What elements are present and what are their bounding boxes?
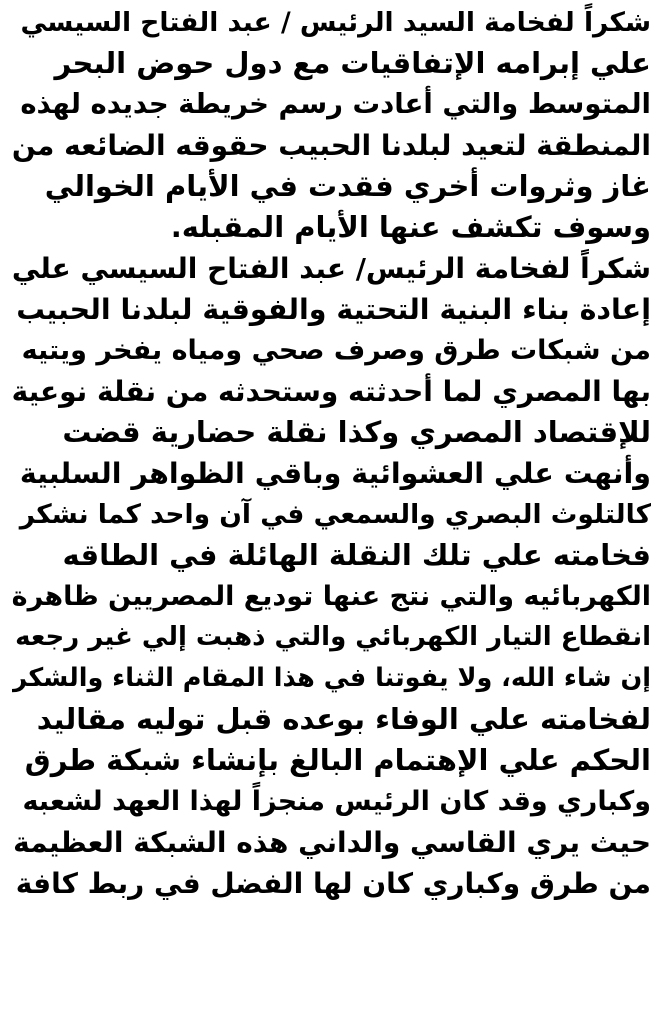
text-line: فخامته علي تلك النقلة الهائلة في الطاقه	[62, 538, 651, 572]
text-line: لفخامته علي الوفاء بوعده قبل توليه مقاليد	[36, 702, 651, 736]
text-line: علي إبرامه الإتفاقيات مع دول حوض البحر	[54, 46, 651, 80]
text-line: المنطقة لتعيد لبلدنا الحبيب حقوقه الضائعه من	[12, 129, 651, 162]
text-line: للإقتصاد المصري وكذا نقلة حضارية قضت	[62, 415, 651, 449]
text-line: وأنهت علي العشوائية وباقي الظواهر السلبية	[19, 457, 651, 490]
text-line: من طرق وكباري كان لها الفضل في ربط كافة	[15, 867, 651, 900]
text-line: كالتلوث البصري والسمعي في آن واحد كما نشكر	[19, 499, 651, 530]
text-line: المتوسط والتي أعادت رسم خريطة جديده لهذه	[20, 88, 651, 120]
text-line: غاز وثروات أخري فقدت في الأيام الخوالي	[44, 169, 651, 203]
text-line: بها المصري لما أحدثته وستحدثه من نقلة نوعية	[12, 375, 651, 408]
text-line: من شبكات طرق وصرف صحي ومياه يفخر ويتيه	[21, 335, 651, 366]
text-line: إعادة بناء البنية التحتية والفوقية لبلدنا الحبيب	[16, 293, 651, 326]
text-line: انقطاع التيار الكهربائي والتي ذهبت إلي غير رجعه	[15, 622, 651, 652]
text-line: وسوف تكشف عنها الأيام المقبله.	[170, 210, 651, 244]
text-line: شكراً لفخامة السيد الرئيس / عبد الفتاح السيسي	[20, 7, 651, 38]
text-line: الحكم علي الإهتمام البالغ بإنشاء شبكة طرق	[24, 743, 651, 777]
text-line: وكباري وقد كان الرئيس منجزاً لهذا العهد لشعبه	[22, 786, 651, 817]
text-line: شكراً لفخامة الرئيس/ عبد الفتاح السيسي علي	[12, 252, 651, 285]
text-line: إن شاء الله، ولا يفوتنا في هذا المقام الثناء والشكر	[12, 663, 651, 693]
text-line: الكهربائيه والتي نتج عنها توديع المصريين ظاهرة	[12, 581, 651, 612]
text-line: حيث يري القاسي والداني هذه الشبكة العظيمة	[13, 826, 651, 859]
